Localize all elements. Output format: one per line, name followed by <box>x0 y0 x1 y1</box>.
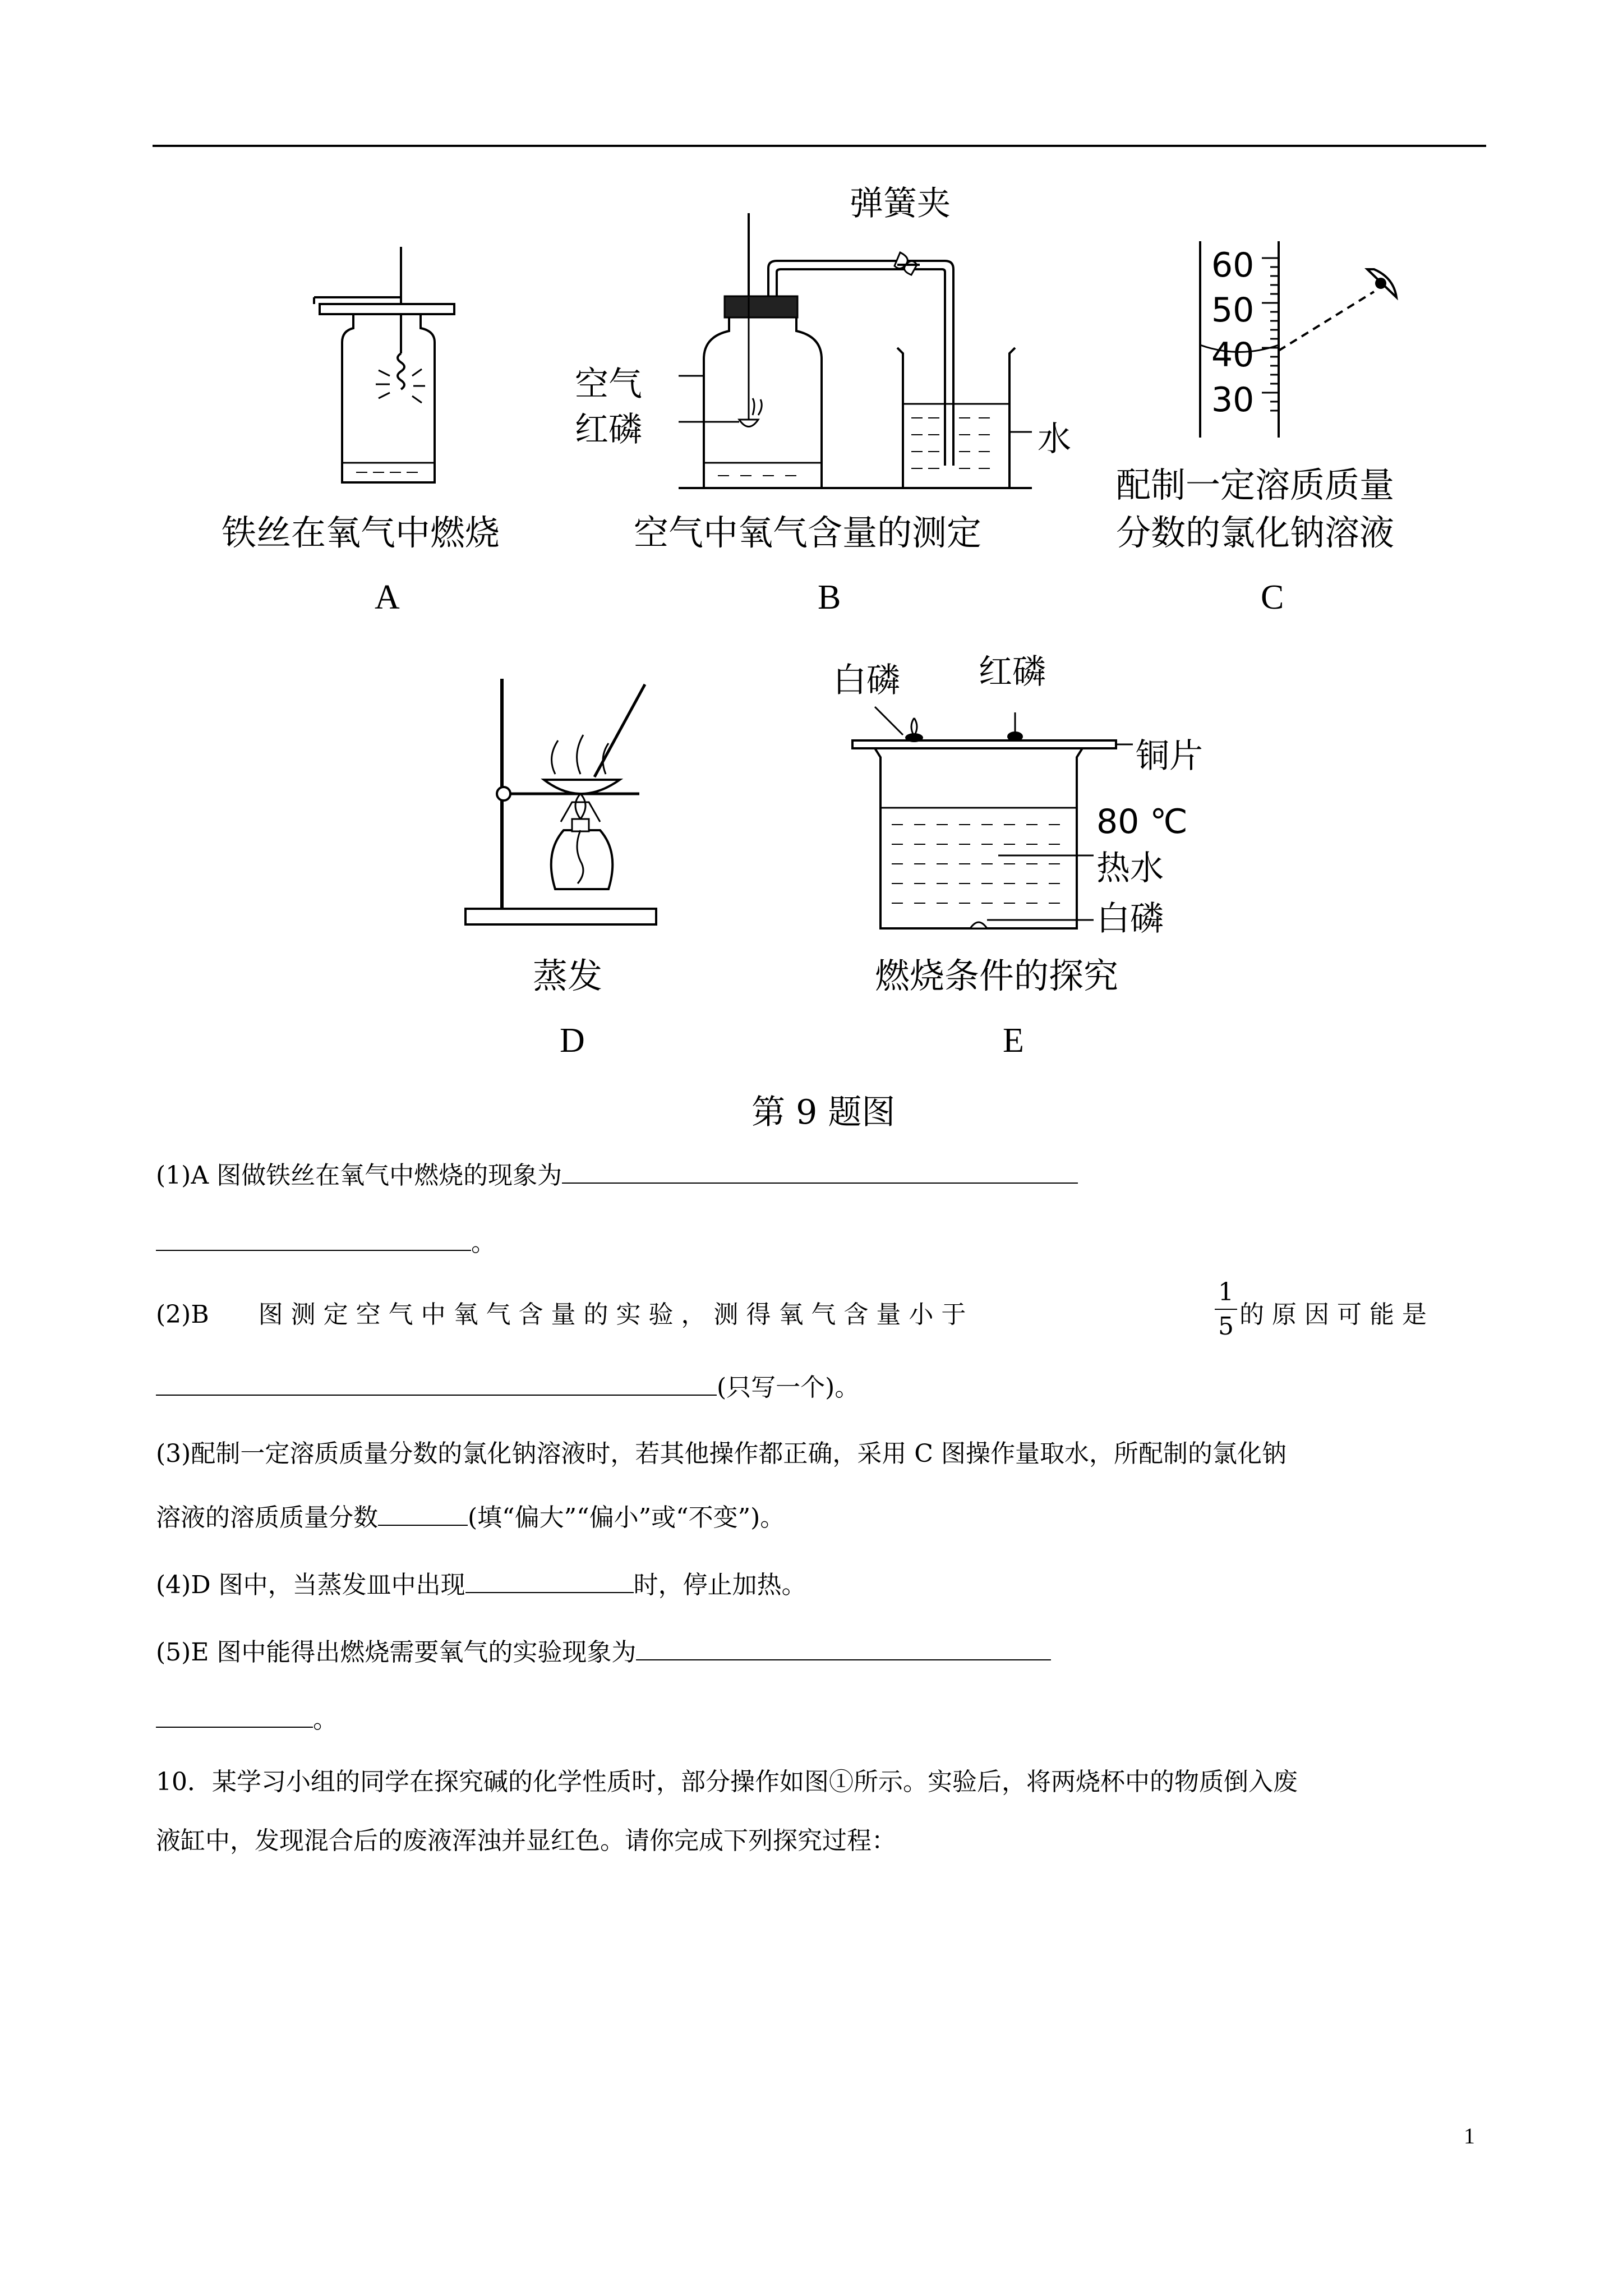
tick-40: 40 <box>1211 335 1255 375</box>
caption-d: 蒸发 <box>533 955 603 996</box>
caption-b: 空气中氧气含量的测定 <box>634 512 982 553</box>
question-3-line2 <box>156 1503 785 1530</box>
label-red-phosphorus-b: 红磷 <box>575 410 642 449</box>
fraction-numerator: 1 <box>1218 1278 1234 1306</box>
caption-e: 燃烧条件的探究 <box>875 955 1119 996</box>
question-10-line2 <box>156 1826 896 1855</box>
label-red-phosphorus-e: 红磷 <box>979 652 1046 692</box>
label-white-phosphorus-bottom: 白磷 <box>1096 899 1164 938</box>
letter-b: B <box>818 578 841 616</box>
label-copper-sheet: 铜片 <box>1136 737 1203 776</box>
question-4-text: (4)D 图中，当蒸发皿中出现 <box>156 1571 465 1599</box>
question-4-text-end: 时，停止加热。 <box>633 1571 806 1599</box>
answer-blank-1b[interactable] <box>156 1228 471 1251</box>
label-white-phosphorus-top: 白磷 <box>833 661 900 700</box>
answer-blank-5a[interactable] <box>636 1638 1051 1660</box>
question-2-text-end: 的 原 因 可 能 是 <box>1239 1300 1427 1329</box>
fraction-one-fifth <box>1215 1278 1237 1341</box>
tick-60: 60 <box>1211 246 1255 285</box>
label-water: 水 <box>1038 420 1071 459</box>
tick-30: 30 <box>1211 380 1255 420</box>
answer-blank-3[interactable] <box>378 1503 468 1526</box>
question-5-line1 <box>156 1638 1051 1665</box>
question-2-note: (只写一个)。 <box>717 1373 860 1402</box>
caption-a: 铁丝在氧气中燃烧 <box>222 512 500 553</box>
question-10-text: 10．某学习小组的同学在探究碱的化学性质时，部分操作如图①所示。实验后，将两烧杯中的物质倒入废 <box>156 1768 1298 1796</box>
label-spring-clip: 弹簧夹 <box>850 184 951 223</box>
letter-d: D <box>560 1022 585 1060</box>
diagram-d-evaporation <box>460 668 667 931</box>
question-5-line2 <box>156 1705 338 1732</box>
question-3-options: (填“偏大”“偏小”或“不变”)。 <box>468 1503 785 1532</box>
fraction-denominator: 5 <box>1218 1312 1234 1341</box>
question-2-text: (2)B 图 测 定 空 气 中 氧 气 含 量 的 实 验 ， 测 得 氧 气 含 量 小 于 <box>156 1300 966 1329</box>
question-3-line1 <box>156 1439 1287 1468</box>
tick-50: 50 <box>1211 291 1255 330</box>
letter-a: A <box>375 578 400 616</box>
question-1-end: 。 <box>471 1228 496 1257</box>
question-5-end: 。 <box>313 1705 338 1734</box>
question-2-line1-end <box>1239 1300 1427 1329</box>
question-4 <box>156 1571 806 1598</box>
question-10-text-2: 液缸中，发现混合后的废液浑浊并显红色。请你完成下列探究过程： <box>156 1826 896 1855</box>
answer-blank-1a[interactable] <box>562 1161 1078 1184</box>
header-rule <box>153 145 1486 147</box>
question-3-text-2: 溶液的溶质质量分数 <box>156 1503 378 1532</box>
letter-c: C <box>1261 578 1284 616</box>
page-number: 1 <box>1464 2123 1475 2148</box>
label-air: 空气 <box>575 365 642 404</box>
letter-e: E <box>1003 1022 1024 1060</box>
answer-blank-5b[interactable] <box>156 1705 313 1728</box>
question-2-line1 <box>156 1300 966 1329</box>
question-2-line2 <box>156 1373 859 1400</box>
label-hot-water: 热水 <box>1096 849 1164 888</box>
question-1-line1 <box>156 1161 1078 1188</box>
question-10-line1 <box>156 1770 1298 1795</box>
question-3-text: (3)配制一定溶质质量分数的氯化钠溶液时，若其他操作都正确，采用 C 图操作量取水，所配制的氯化钠 <box>156 1439 1287 1468</box>
label-80c: 80 ℃ <box>1096 802 1188 841</box>
caption-c-line2: 分数的氯化钠溶液 <box>1116 512 1395 553</box>
caption-c-line1: 配制一定溶质质量 <box>1116 464 1395 505</box>
answer-blank-2[interactable] <box>156 1373 717 1396</box>
question-5-text: (5)E 图中能得出燃烧需要氧气的实验现象为 <box>156 1638 637 1667</box>
figure-title: 第 9 题图 <box>751 1093 896 1132</box>
answer-blank-4[interactable] <box>465 1571 634 1593</box>
question-1-line2 <box>156 1228 496 1255</box>
diagram-a-iron-wire-combustion <box>303 241 471 494</box>
question-1-text: (1)A 图做铁丝在氧气中燃烧的现象为 <box>156 1161 562 1190</box>
